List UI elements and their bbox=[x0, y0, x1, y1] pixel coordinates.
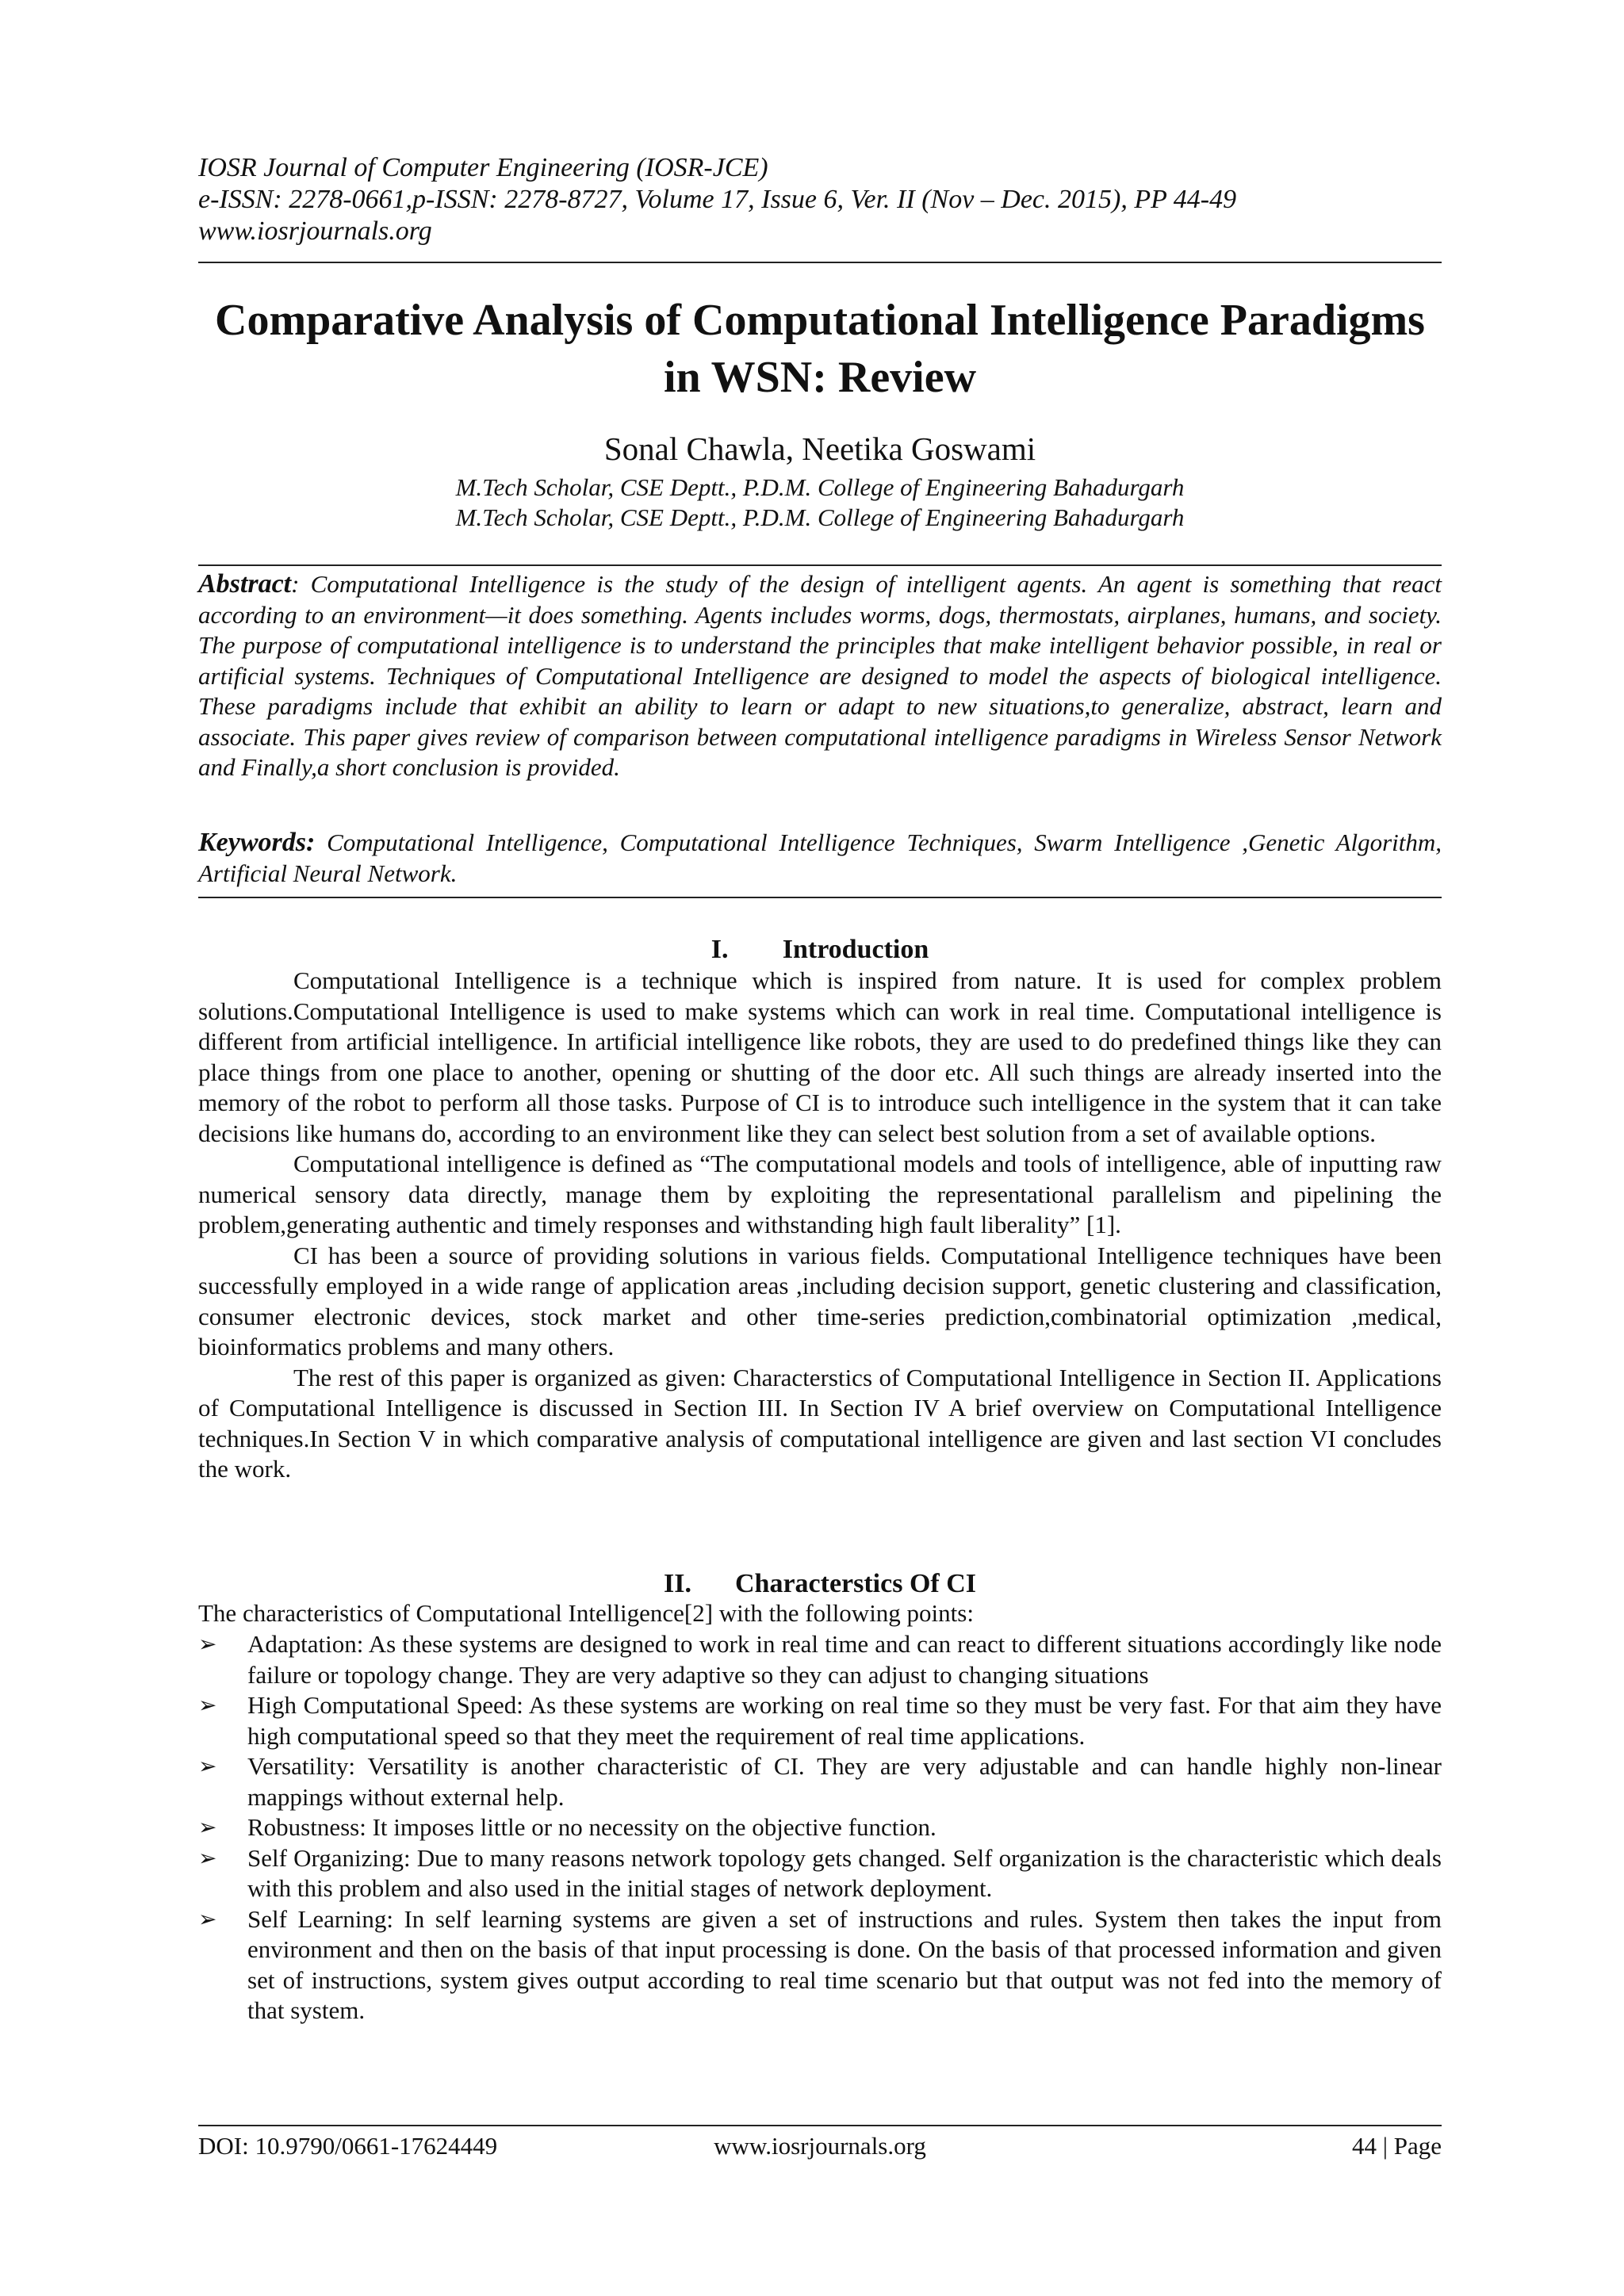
abstract-bottom-divider bbox=[198, 897, 1442, 898]
intro-paragraph-3: CI has been a source of providing solutions in various fields. Computational Intelligence techniques have been successfully employed in a wide range of application areas ,including decision support, genetic clustering and classification, consumer electronic devices, stock market and other time-series prediction,combinatorial optimization ,medical, bioinformatics problems and many others. bbox=[198, 1241, 1442, 1360]
list-item bbox=[198, 1904, 1442, 2026]
keywords-label: Keywords: bbox=[198, 828, 316, 857]
intro-paragraph-2: Computational intelligence is defined as “The computational models and tools of intelligence, able of inputting raw numerical sensory data directly, manage them by exploiting the representational parallelism and pipelining the problem,generating authentic and timely responses and withstanding high fault liberality” [1]. bbox=[198, 1150, 1442, 1238]
intro-paragraph-4: The rest of this paper is organized as given: Characterstics of Computational Intelligence in Section II. Applications of Computational Intelligence is discussed in Section III. In Section IV A brief overview on Computational Intelligence techniques.In Section V in which comparative analysis of computational intelligence are given and last section VI concludes the work. bbox=[198, 1363, 1442, 1483]
list-item-text: Robustness: It imposes little or no necessity on the objective function. bbox=[247, 1813, 936, 1841]
footer-doi: DOI: 10.9790/0661-17624449 bbox=[198, 2132, 498, 2160]
list-item bbox=[198, 1690, 1442, 1751]
affiliations bbox=[198, 473, 1442, 533]
arrow-bullet-icon: ➢ bbox=[198, 1692, 217, 1718]
abstract bbox=[198, 569, 1442, 783]
section-2-title: Characterstics Of CI bbox=[734, 1569, 977, 1598]
abstract-label: Abstract bbox=[198, 569, 292, 599]
title-line-2: in WSN: Review bbox=[663, 353, 977, 402]
footer-website: www.iosrjournals.org bbox=[714, 2132, 926, 2160]
section-2-heading bbox=[198, 1568, 1442, 1600]
affiliation-1: M.Tech Scholar, CSE Deptt., P.D.M. College of Engineering Bahadurgarh bbox=[455, 473, 1185, 501]
header-divider bbox=[198, 262, 1442, 263]
journal-header bbox=[198, 152, 1442, 247]
section-1-number: I. bbox=[710, 935, 729, 964]
arrow-bullet-icon: ➢ bbox=[198, 1753, 217, 1779]
footer-page-number: 44 | Page bbox=[1352, 2132, 1442, 2160]
issn-line: e-ISSN: 2278-0661,p-ISSN: 2278-8727, Volume 17, Issue 6, Ver. II (Nov – Dec. 2015), PP 44-49 bbox=[198, 185, 1237, 214]
affiliation-2: M.Tech Scholar, CSE Deptt., P.D.M. College of Engineering Bahadurgarh bbox=[455, 503, 1185, 531]
arrow-bullet-icon: ➢ bbox=[198, 1631, 217, 1657]
abstract-top-divider bbox=[198, 564, 1442, 566]
section-2-number: II. bbox=[663, 1569, 691, 1598]
section-2-intro: The characteristics of Computational Intelligence[2] with the following points: bbox=[198, 1599, 974, 1627]
list-item-text: Self Organizing: Due to many reasons network topology gets changed. Self organization is the characteristic which deals with this problem and also used in the initial stages of network deployment. bbox=[247, 1843, 1442, 1902]
title-line-1: Comparative Analysis of Computational Intelligence Paradigms bbox=[215, 296, 1425, 345]
footer-divider bbox=[198, 2125, 1442, 2126]
list-item-text: Self Learning: In self learning systems are given a set of instructions and rules. System then takes the input from environment and then on the basis of that input processing is done. On the basis of that processed information and given set of instructions, system gives output according to real time scenario but that output was not fed into the memory of that system. bbox=[247, 1904, 1442, 2024]
list-item bbox=[198, 1843, 1442, 1904]
journal-name: IOSR Journal of Computer Engineering (IOSR-JCE) bbox=[198, 153, 768, 182]
section-1-title: Introduction bbox=[782, 935, 929, 964]
list-item bbox=[198, 1629, 1442, 1690]
arrow-bullet-icon: ➢ bbox=[198, 1844, 217, 1871]
section-1-heading bbox=[198, 934, 1442, 966]
abstract-text: : Computational Intelligence is the study of the design of intelligent agents. An agent is something that react according to an environment—it does something. Agents includes worms, dogs, thermostats, airplanes, humans, and society. The purpose of computational intelligence is to understand the principles that make intelligent behavior possible, in real or artificial systems. Techniques of Computational Intelligence are designed to model the aspects of biological intelligence. These paradigms include that exhibit an ability to learn or adapt to new situations,to generalize, abstract, learn and associate. This paper gives review of comparison between computational intelligence paradigms in Wireless Sensor Network and Finally,a short conclusion is provided. bbox=[198, 570, 1442, 781]
list-item bbox=[198, 1812, 1442, 1843]
list-item-text: Adaptation: As these systems are designed to work in real time and can react to different situations accordingly like node failure or topology change. They are very adaptive so they can adjust to changing situations bbox=[247, 1630, 1442, 1689]
journal-website: www.iosrjournals.org bbox=[198, 216, 432, 246]
paper-title bbox=[198, 292, 1442, 406]
intro-paragraph-1: Computational Intelligence is a technique which is inspired from nature. It is used for complex problem solutions.Computational Intelligence is used to make systems which can work in real time. Computational intelligence is different from artificial intelligence. In artificial intelligence like robots, they are used to do predefined things like they can place things from one place to another, opening or shutting of the door etc. All such things are already inserted into the memory of the robot to perform all those tasks. Purpose of CI is to introduce such intelligence in the system that it can take decisions like humans do, according to an environment like they can select best solution from a set of available options. bbox=[198, 966, 1442, 1147]
keywords bbox=[198, 828, 1442, 889]
section-1-body bbox=[198, 966, 1442, 1485]
list-item-text: Versatility: Versatility is another characteristic of CI. They are very adjustable and can handle highly non-linear mappings without external help. bbox=[247, 1752, 1442, 1811]
keywords-text: Computational Intelligence, Computational Intelligence Techniques, Swarm Intelligence ,Genetic Algorithm, Artificial Neural Network. bbox=[198, 828, 1442, 887]
arrow-bullet-icon: ➢ bbox=[198, 1814, 217, 1840]
list-item bbox=[198, 1751, 1442, 1812]
list-item-text: High Computational Speed: As these systems are working on real time so they must be very fast. For that aim they have high computational speed so that they meet the requirement of real time applications. bbox=[247, 1691, 1442, 1750]
author-list: Sonal Chawla, Neetika Goswami bbox=[603, 430, 1036, 467]
paper-page bbox=[198, 0, 1442, 2296]
arrow-bullet-icon: ➢ bbox=[198, 1905, 217, 1932]
characteristics-list bbox=[198, 1629, 1442, 2026]
